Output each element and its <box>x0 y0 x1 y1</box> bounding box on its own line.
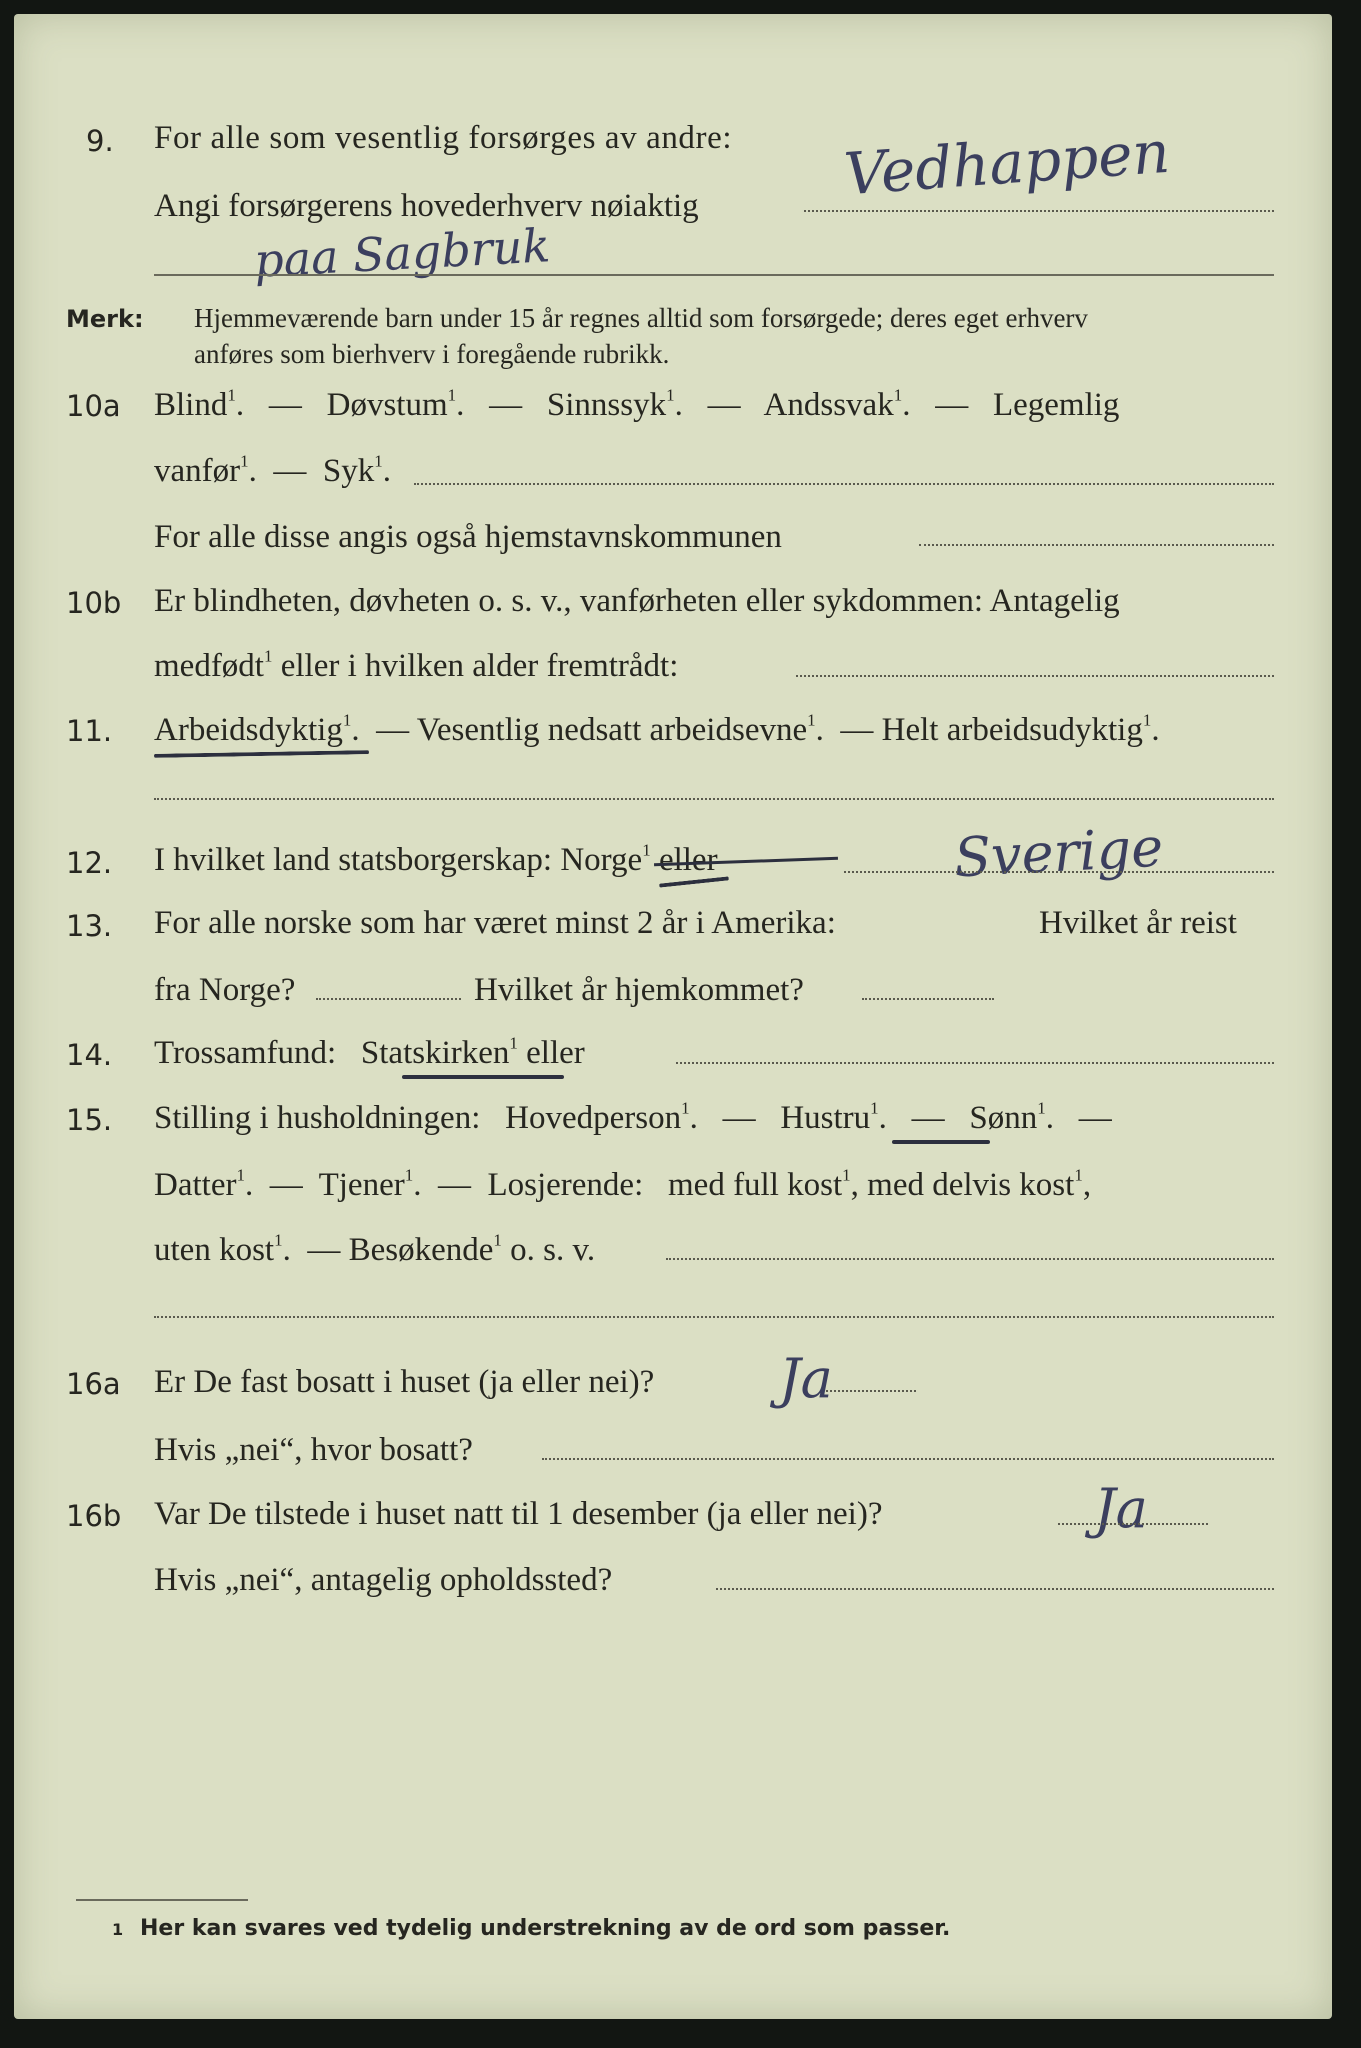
q16b-line1: Var De tilstede i huset natt til 1 desember (ja eller nei)? <box>154 1496 883 1532</box>
q15-line1: Stilling i husholdningen: Hovedperson$^1$. — Hustru$^1$. — Sønn$^1$. — <box>154 1098 1112 1136</box>
q12-handwritten-mark <box>659 876 729 887</box>
opt-sinnssyk: Sinnssyk <box>546 387 667 423</box>
q15-dotted-line-1 <box>666 1258 1274 1260</box>
q16a-number: 16a <box>66 1367 121 1401</box>
opt-tjener: Tjener <box>318 1167 405 1203</box>
q11-dotted-line <box>154 798 1274 800</box>
q10a-line3: For alle disse angis også hjemstavnskommunen <box>154 519 782 555</box>
opt-besokende: Besøkende <box>348 1232 494 1268</box>
q10a-line1: Blind$^1$. — Døvstum$^1$. — Sinnssyk$^1$. — Andssvak$^1$. — Legemlig <box>154 385 1120 423</box>
q9-handwritten-answer-1: Vedhappen <box>842 117 1172 209</box>
q10b-line1: Er blindheten, døvheten o. s. v., vanførheten eller sykdommen: Antagelig <box>154 583 1120 619</box>
q10a-kommune-dotted-line <box>919 544 1274 546</box>
q11-line: Arbeidsdyktig$^1$. — Vesentlig nedsatt arbeidsevne$^1$. — Helt arbeidsudyktig$^1$. <box>154 710 1160 748</box>
opt-uten-kost: uten kost <box>154 1232 275 1268</box>
q16a-dotted-line-1 <box>826 1390 916 1392</box>
q14-number: 14. <box>66 1038 113 1072</box>
opt-vesentlig-nedsatt: Vesentlig nedsatt arbeidsevne <box>416 712 808 748</box>
q13-line2a: fra Norge? <box>154 972 296 1008</box>
q16a-dotted-line-2 <box>542 1458 1274 1460</box>
q12-line: I hvilket land statsborgerskap: Norge$^1$ eller <box>154 840 718 878</box>
opt-losjerende: Losjerende: <box>487 1167 644 1203</box>
q16b-number: 16b <box>66 1499 122 1533</box>
q16a-line2: Hvis „nei“, hvor bosatt? <box>154 1432 473 1468</box>
opt-medfodt: medfødt <box>154 648 264 684</box>
q9-line1: For alle som vesentlig forsørges av andre: <box>154 120 733 156</box>
q16b-dotted-line-2 <box>716 1588 1274 1590</box>
q10a-syk-dotted-line <box>414 483 1274 485</box>
q13-line2b: Hvilket år hjemkommet? <box>474 972 804 1008</box>
q9-answer-line <box>154 274 1274 276</box>
opt-helt-arbeidsudyktig: Helt arbeidsudyktig <box>881 712 1143 748</box>
q15-number: 15. <box>66 1103 113 1137</box>
opt-statskirken: Statskirken <box>360 1035 510 1071</box>
merk-label: Merk: <box>66 305 144 333</box>
q12-handwritten-answer: Sverige <box>952 815 1165 890</box>
q16b-dotted-line-1 <box>1058 1523 1208 1525</box>
opt-hustru: Hustru <box>780 1100 871 1136</box>
q15-handwritten-underline <box>892 1140 990 1144</box>
census-form-sheet <box>14 14 1332 2019</box>
opt-hovedperson: Hovedperson <box>505 1100 682 1136</box>
q14-dotted-line <box>676 1062 1274 1064</box>
merk-line1: Hjemmeværende barn under 15 år regnes alltid som forsørgede; deres eget erhverv <box>194 303 1088 333</box>
opt-dovstum: Døvstum <box>326 387 448 423</box>
q12-number: 12. <box>66 846 113 880</box>
q9-line2: Angi forsørgerens hovederhverv nøiaktig <box>154 188 699 224</box>
q11-handwritten-underline <box>154 750 369 758</box>
q9-handwritten-answer-2: paa Sagbruk <box>252 218 552 288</box>
q15-line3: uten kost$^1$. — Besøkende$^1$ o. s. v. <box>154 1230 596 1268</box>
q13-number: 13. <box>66 909 113 943</box>
footnote-rule <box>76 1899 248 1901</box>
q13-line1-end: Hvilket år reist <box>1039 905 1237 941</box>
q15-line2: Datter$^1$. — Tjener$^1$. — Losjerende: med full kost$^1$, med delvis kost$^1$, <box>154 1165 1092 1203</box>
q11-number: 11. <box>66 714 113 748</box>
q16a-handwritten-answer: Ja <box>779 1347 833 1410</box>
opt-arbeidsdyktig: Arbeidsdyktig <box>154 712 343 748</box>
q16a-line1: Er De fast bosatt i huset (ja eller nei)? <box>154 1364 655 1400</box>
opt-andssvak: Andssvak <box>763 387 894 423</box>
opt-blind: Blind <box>154 387 228 423</box>
footnote-text: Her kan svares ved tydelig understrekning av de ord som passer. <box>140 1916 951 1941</box>
opt-legemlig: Legemlig <box>992 387 1120 423</box>
opt-syk: Syk <box>322 453 375 489</box>
q13-hjemkommet-dotted-line <box>862 998 994 1000</box>
q16b-handwritten-answer: Ja <box>1094 1477 1148 1540</box>
opt-delvis-kost: med delvis kost <box>867 1167 1075 1203</box>
q10b-number: 10b <box>66 586 122 620</box>
footnote-mark: 1 <box>112 1920 124 1939</box>
q16b-line2: Hvis „nei“, antagelig opholdssted? <box>154 1562 613 1598</box>
opt-full-kost: med full kost <box>668 1167 843 1203</box>
q9-number: 9. <box>86 124 114 158</box>
opt-vanfor: vanfør <box>154 453 241 489</box>
q13-reist-dotted-line <box>316 998 461 1000</box>
q9-answer-dotted-line <box>804 210 1274 212</box>
opt-sonn: Sønn <box>969 1100 1038 1136</box>
merk-line2: anføres som bierhverv i foregående rubrikk. <box>194 339 670 369</box>
opt-norge-struck: Norge <box>560 842 643 878</box>
q15-dotted-line-2 <box>154 1316 1274 1318</box>
opt-datter: Datter <box>154 1167 237 1203</box>
q13-line1: For alle norske som har været minst 2 år i Amerika: <box>154 905 836 941</box>
q10b-line2: medfødt$^1$ eller i hvilken alder fremtrådt: <box>154 646 679 684</box>
q10a-number: 10a <box>66 389 121 423</box>
q12-dotted-line <box>844 871 1274 873</box>
q10b-dotted-line <box>796 675 1274 677</box>
q14-line: Trossamfund: Statskirken$^1$ eller <box>154 1033 585 1071</box>
q10a-line2: vanfør$^1$. — Syk$^1$. <box>154 451 391 489</box>
q14-handwritten-underline <box>402 1075 564 1079</box>
